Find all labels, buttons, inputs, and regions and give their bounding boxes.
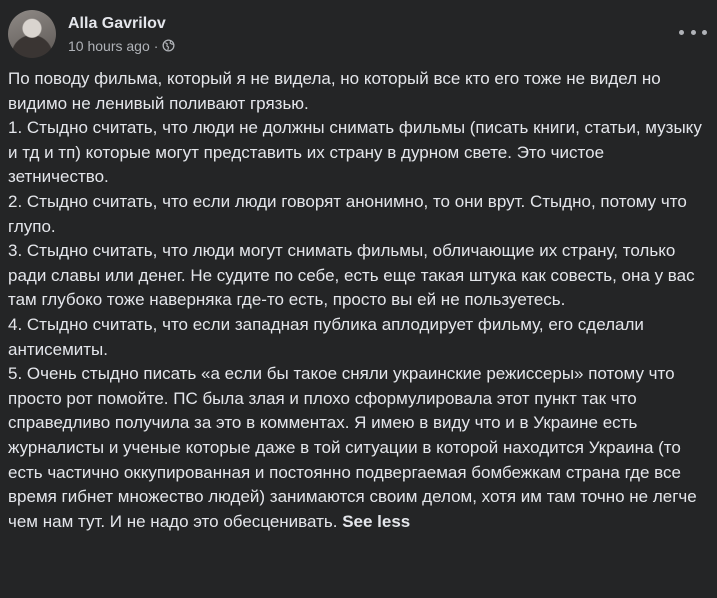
globe-icon bbox=[162, 39, 175, 52]
post-subline bbox=[68, 37, 175, 55]
more-options-icon[interactable] bbox=[679, 24, 707, 40]
avatar[interactable] bbox=[8, 10, 56, 58]
post-paragraph-text: 5. Очень стыдно писать «а если бы такое сняли украинские режиссеры» потому что просто рот помойте. ПС была злая и плохо сформулировала этот пункт так что справедливо получила за это в комментах. Я имею в виду что и в Украине есть журналисты и ученые которые даже в той ситуации в которой находится Украина (то есть частично оккупированная и постоянно подвергаемая бомбежкам страна где все время гибнет множество людей) занимаются своим делом, хотя им там точно не легче чем нам тут. И не надо это обесценивать. bbox=[8, 364, 697, 531]
post-header bbox=[8, 10, 175, 58]
more-dot bbox=[691, 30, 696, 35]
more-dot bbox=[702, 30, 707, 35]
post-paragraph: 1. Стыдно считать, что люди не должны снимать фильмы (писать книги, статьи, музыку и тд и тп) которые могут представить их страну в дурном свете. Это чистое зетничество. bbox=[8, 118, 702, 187]
post-text bbox=[8, 67, 708, 534]
post-paragraph: 3. Стыдно считать, что люди могут снимать фильмы, обличающие их страну, только ради славы или денег. Не судите по себе, есть еще такая штука как совесть, она у вас там глубоко тоже наверняка где-то есть, просто вы ей не пользуетесь. bbox=[8, 241, 695, 310]
post-timestamp[interactable]: 10 hours ago bbox=[68, 37, 150, 54]
more-dot bbox=[679, 30, 684, 35]
post-meta bbox=[68, 14, 175, 55]
post-paragraph: По поводу фильма, который я не видела, но который все кто его тоже не видел но видимо не ленивый поливают грязью. bbox=[8, 69, 661, 113]
post-paragraph-last bbox=[8, 362, 708, 534]
see-less-link[interactable]: See less bbox=[342, 511, 411, 531]
post-paragraph: 2. Стыдно считать, что если люди говорят анонимно, то они врут. Стыдно, потому что глупо. bbox=[8, 191, 687, 236]
separator-dot: · bbox=[153, 37, 159, 54]
post-paragraph: 4. Стыдно считать, что если западная публика аплодирует фильму, его сделали антисемиты. bbox=[8, 314, 644, 359]
author-name[interactable]: Alla Gavrilov bbox=[68, 14, 166, 32]
